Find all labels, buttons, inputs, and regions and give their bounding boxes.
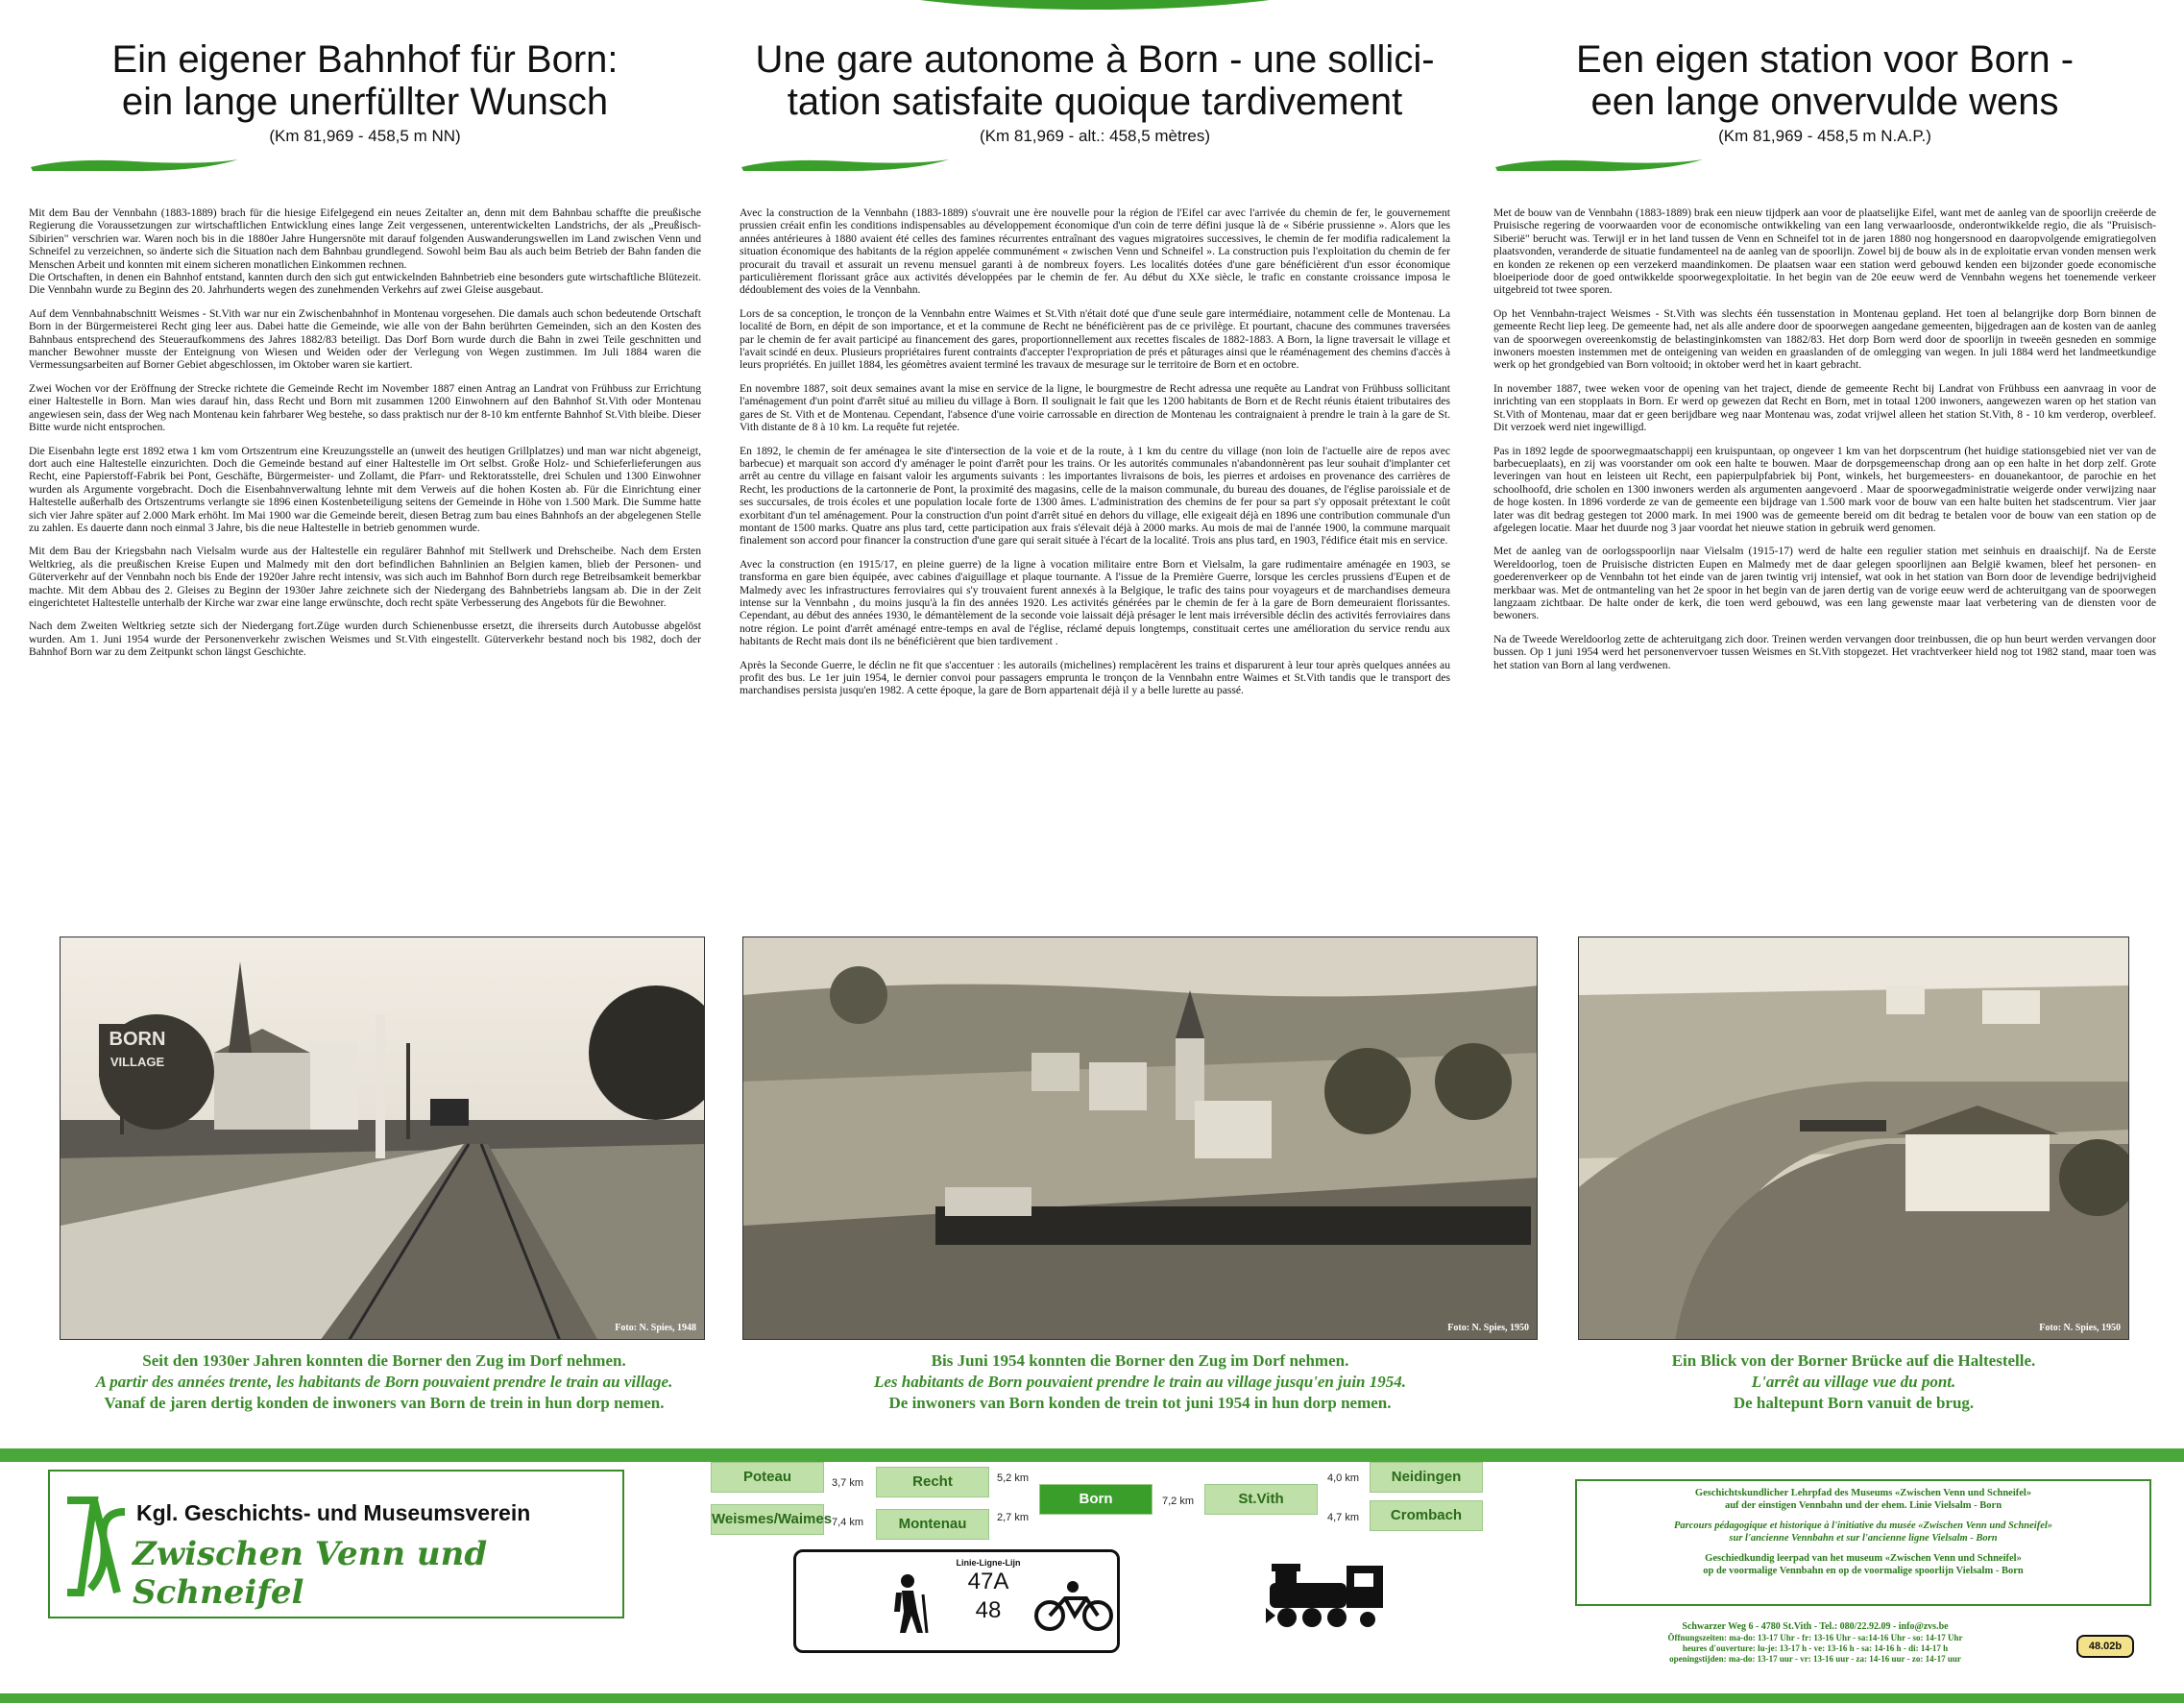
opening-hours-dutch: openingstijden: ma-do: 13-17 uur - vr: 13-16 uur - za: 14-16 uur - zo: 14-17 uur: [1669, 1654, 1961, 1664]
station-stvith: St.Vith: [1204, 1484, 1318, 1515]
brush-stroke-decoration: [1493, 156, 1705, 175]
paragraph: Auf dem Vennbahnabschnitt Weismes - St.Vith war nur ein Zwischenbahnhof in Montenau vorgesehen. Die damals auch schon bedeutende Ortschaft Born in der Bürgermeisterei Recht ging leer aus. Dabei hatte die Gemeinde, wie alle von der Bahn berührten Gemeinden, sich an den Kosten des Bahnbaus entsprechend des Steueraufkommens des Jahres 1882/83 beteiligt. Das Dorf Born wurde durch die Bahn in zwei Teile geschnitten und mancher Bewohner musste der Enteignung von Wiesen und Weiden oder der Verlegung von Wegen zustimmen. Im Juli 1884 waren die Vermessungsarbeiten auf Borner Gebiet abgeschlossen, im Oktober waren sie kartiert.: [29, 306, 701, 372]
column-french: [740, 38, 1450, 708]
association-subtitle: Zwischen Venn und Schneifel: [133, 1535, 488, 1612]
caption-dutch: Vanaf de jaren dertig konden de inwoners van Born de trein in hun dorp nemen.: [104, 1394, 665, 1412]
footer-bottom-bar: [0, 1693, 2184, 1703]
photo-born-halt-from-bridge: [1578, 937, 2129, 1340]
sign-text: BORN: [109, 1029, 166, 1050]
title-french: Une gare autonome à Born - une sollici- tation satisfaite quoique tardivement: [755, 38, 1435, 123]
station-weismes: Weismes/Waimes: [711, 1504, 824, 1535]
paragraph: En novembre 1887, soit deux semaines avant la mise en service de la ligne, le bourgmestre de Recht adressa une requête au Landrat von Frühbuss sollicitant l'aménagement d'un point d'arrêt situé au milieu du village à Born. Il soulignait le fait que les 1200 habitants de Born et de Recht réunis étaient tributaires des gares de St. Vith et de Montenau. Cependant, l'absence d'une voirie carrossable en direction de Montenau les contraignaient à prendre le train à la gare de St. Vith distante de 8 à 10 km. La requête fut rejetée.: [740, 381, 1450, 434]
zvs-monogram-logo: [61, 1493, 131, 1600]
subtitle-dutch: (Km 81,969 - 458,5 m N.A.P.): [1718, 127, 1931, 145]
brush-stroke-decoration: [740, 156, 951, 175]
caption-photo-3: [1578, 1350, 2129, 1414]
top-swoosh: [845, 0, 1345, 10]
caption-dutch: De inwoners van Born konden de trein tot juni 1954 in hun dorp nemen.: [888, 1394, 1392, 1412]
paragraph: Avec la construction (en 1915/17, en pleine guerre) de la ligne à vocation militaire entre Born et Vielsalm, la gare rudimentaire aménagée en 1903, se transforma en gare bien équipée, avec cabines d'aiguillage et plaque tournante. A l'issue de la Première Guerre, lorsque les cercles prussiens d'Eupen et de Malmedy avec les infrastructures ferroviaires qui s'y trouvaient furent annexés à la Belgique, le trafic des tains pour voyageurs et de marchandises demeura intense sur la Vennbahn , du moins jusqu'à la fin des années 1920. Les activités générées par le chemin de fer à la gare de Born demeuraient florissantes. Cependant, au début des années 1930, le démantèlement de la seconde voie laissait déjà présager le lent mais irréversible déclin des activités ferroviaires dans notre région. Le point d'arrêt aménagé entre-temps en aval de l'église, réclamé depuis longtemps, constituait certes une amélioration du service rendu aux habitants de Recht mais dont ils ne bénéficièrent que bien tardivement .: [740, 557, 1450, 648]
line-number-48: 48: [975, 1597, 1002, 1623]
sign-subtext: VILLAGE: [109, 1055, 165, 1069]
info-french-line2: sur l'ancienne Vennbahn et sur l'ancienne ligne Vielsalm - Born: [1729, 1533, 1998, 1544]
distance-montenau-born: 2,7 km: [997, 1512, 1030, 1523]
caption-german: Bis Juni 1954 konnten die Borner den Zug im Dorf nehmen.: [931, 1351, 1349, 1370]
title-dutch: Een eigen station voor Born - een lange onvervulde wens: [1575, 38, 2075, 123]
paragraph: In november 1887, twee weken voor de opening van het traject, diende de gemeente Recht bij Landrat von Frühbuss een aanvraag in voor de inrichting van een stopplaats in Born. Er werd op gewezen dat Recht en Born, met in totaal 1200 inwoners, aangewezen waren op het station van St.Vith of Montenau, maar dat er geen berijdbare weg naar Montenau was, zodat vrijwel alleen het station St.Vith, 8 - 10 km verderop, overbleef. Dit verzoek werd niet ingewilligd.: [1493, 381, 2156, 434]
body-text-french: [740, 207, 1450, 697]
paragraph: En 1892, le chemin de fer aménagea le site d'intersection de la voie et de la route, à 1 km du centre du village (non loin de l'actuelle aire de repos avec barbecue) et marquait son accord d'y aménager le point d'arrêt pour les trains. Or les autorités communales n'abandonnèrent pas leur souhait d'implanter cet arrêt au centre du village en faisant valoir les arguments suivants : les importantes livraisons de bois, les pierres et ardoises en provenance des carrières de Recht, les productions de la cartonnerie de Pont, la proximité des magasins, celle de la maison communale, du bureau des douanes, de l'église paroissiale et de ses succursales, de trois écoles et une population locale forte de 1300 âmes. L'administration des chemins de fer pour sa part s'y opposait prétextant le coût exorbitant d'un tel aménagement. Pour la construction d'un point d'arrêt situé en dehors du village, elle exigeait déjà en 1896 une contribution communale d'un montant de 1500 marks. Quatre ans plus tard, cette participation aux frais s'élevait déjà à 2000 marks. Au mois de mai de l'année 1900, la commune marquait finalement son accord pour financer la construction d'une gare qui serait située à l'écart de la localité. Trois ans plus tard, en 1903, l'édifice était mis en service.: [740, 444, 1450, 547]
station-born-current: Born: [1039, 1484, 1153, 1515]
info-panel: [1575, 1479, 2151, 1606]
caption-french: A partir des années trente, les habitants de Born pouvaient prendre le train au village.: [95, 1373, 673, 1391]
caption-german: Seit den 1930er Jahren konnten die Borner den Zug im Dorf nehmen.: [142, 1351, 626, 1370]
caption-photo-1: [38, 1350, 730, 1414]
column-german: [29, 38, 701, 669]
line-number-47a: 47A: [967, 1569, 1009, 1594]
station-poteau: Poteau: [711, 1462, 824, 1493]
info-dutch-line2: op de voormalige Vennbahn en op de voormalige spoorlijn Vielsalm - Born: [1703, 1566, 2024, 1576]
photo-credit: Foto: N. Spies, 1950: [2039, 1323, 2121, 1333]
distance-born-stvith: 7,2 km: [1162, 1496, 1195, 1507]
paragraph: Avec la construction de la Vennbahn (1883-1889) s'ouvrait une ère nouvelle pour la région de l'Eifel car avec l'arrivée du chemin de fer, le gouvernement prussien créait enfin les conditions indispensables au développement économique d'un coin de terre défini jusque là de « Sibérie prussienne ». Alors que les années antérieures à 1880 avaient été celles des famines récurrentes entraînant des vagues migratoires successives, le chemin de fer modifia radicalement la situation économique des habitants de la région appelée communément « zwischen Venn und Schneifel ». La construction puis l'exploitation du chemin de fer procurait du travail et assurait un revenu mensuel garanti à de nombreux foyers. Les localités dotées d'une gare bénéficièrent d'un essor économique particulièrement florissant grâce aux activités développées par le chemin de fer. Au début du XXe siècle, le trafic en constante croissance imposa le dédoublement des voies de la Vennbahn.: [740, 207, 1450, 297]
station-neidingen: Neidingen: [1370, 1462, 1483, 1493]
locomotive-icon: [1266, 1556, 1391, 1633]
photo-illustration: [1579, 937, 2129, 1340]
photo-born-station-1948: [60, 937, 705, 1340]
brush-stroke-decoration: [29, 156, 240, 175]
photo-illustration: [743, 937, 1538, 1340]
paragraph: Mit dem Bau der Kriegsbahn nach Vielsalm wurde aus der Haltestelle ein regulärer Bahnhof mit Stellwerk und Drehscheibe. Nach dem Ersten Weltkrieg, als die preußischen Kreise Eupen und Malmedy mit den dort befindlichen Bahnlinien an Belgien kamen, blieb der Personen- und Güterverkehr auf der Vennbahn noch bis Ende der 1920er Jahre recht intensiv, was sich auch im Bahnhof Born durch rege Betreibsamkeit bemerkbar machte. Mit dem Abbau des 2. Gleises zu Beginn der 1930er Jahre zeichnete sich der Niedergang des Bahnbetriebs langsam ab. Die in der Zeit eingerichtetet Haltestelle unterhalb der Kirche war zwar eine lange erwünschte, doch recht späte Verbesserung des Angebots für die Bewohner.: [29, 545, 701, 609]
title-german: Ein eigener Bahnhof für Born: ein lange unerfüllter Wunsch: [111, 38, 619, 123]
photo-credit: Foto: N. Spies, 1950: [1447, 1323, 1529, 1333]
paragraph: Pas in 1892 legde de spoorwegmaatschappij een kruispuntaan, op ongeveer 1 km van het dorpscentrum (het huidige stationsgebied niet ver van de barbecueplaats), en zij was voorstander om ook een halte te bouwen. Maar de dorpsgemeenschap drong aan op een halte in het dorp zelf. Grote leveringen van hout en leisteen uit Recht, een papierpulpfabriek bij Pont, winkels, het burgemeesters- en douanekantoor, de parochie en het schoolhoofd, drie scholen en 1300 inwoners werden als argumenten aangevoerd . Maar de spoorwegadministratie weigerde onder verwijzing naar de hoge kosten. In 1896 vorderde ze van de gemeente een bijdrage van 1.500 mark voor de bouw van een halte buiten het stadscentrum. Vier jaar later was dit bedrag gestegen tot 2000 mark. In mei 1900 was de gemeente bereid om dit bedrag te betalen voor de bouw van een station op de afgelegen locatie. Maar het duurde nog 3 jaar voordat het nieuwe station in gebruik werd genomen.: [1493, 444, 2156, 534]
paragraph: Met de bouw van de Vennbahn (1883-1889) brak een nieuw tijdperk aan voor de plaatselijke Eifel, want met de aanleg van de spoorlijn creëerde de Pruisische regering de voorwaarden voor de economische ontwikkeling van een lang verwaarloosde, onderontwikkelde regio, die als "Pruisisch- Siberië" berucht was. Terwijl er in het land tussen de Venn en Schneifel tot in de jaren 1880 nog hongersnood en daaropvolgende emigratiegolven plaatsvonden, veranderde de situatie fundamenteel na de aanleg van de spoorlijn. Zowel bij de bouw als in de exploitatie ervan vonden mensen werk en konden ze rekenen op een verzekerd maandinkomen. De plaatsen waar een station werd gebouwd kenden een bijzonder goede economische bloeiperiode door de goed ontwikkelde spoorwegexploitatie. In het begin van de 20e eeuw werd de Vennbahn wegens het toenemende verkeer uitgebreid tot twee sporen.: [1493, 207, 2156, 297]
caption-french: Les habitants de Born pouvaient prendre le train au village jusqu'en juin 1954.: [874, 1373, 1406, 1391]
opening-hours-french: heures d'ouverture: lu-je: 13-17 h - ve: 13-16 h - sa: 14-16 h - di: 14-17 h: [1682, 1643, 1949, 1653]
paragraph: Mit dem Bau der Vennbahn (1883-1889) brach für die hiesige Eifelgegend ein neues Zeitalter an, denn mit dem Bahnbau schaffte die preußische Regierung die Voraussetzungen zur wirtschaftlichen Entwicklung eines lange Zeit vergessenen, unterentwickelten Landstrichs, der als „Preußisch-Sibirien" verschrien war. Waren noch bis in die 1880er Jahre Hungersnöte mit darauf folgenden Auswanderungswellen im Land zwischen Venn und Schneifel zu verzeichnen, so änderte sich die Situation nach dem Bahnbau grundlegend. Sowohl beim Bau als auch beim Betrieb der Bahn fanden die Menschen Arbeit und konnten mit einem sicheren monatlichen Einkommen rechnen. Die Ortschaften, in denen ein Bahnhof entstand, kannten durch den sich gut entwickelnden Bahnbetrieb eine besonders gute wirtschaftliche Blütezeit. Die Vennbahn wurde zu Beginn des 20. Jahrhunderts wegen des zunehmenden Verkehrs auf zwei Gleise ausgebaut.: [29, 207, 701, 297]
station-recht: Recht: [876, 1467, 989, 1497]
paragraph: Met de aanleg van de oorlogsspoorlijn naar Vielsalm (1915-17) werd de halte een regulier station met seinhuis en draaischijf. Na de Eerste Wereldoorlog, toen de Pruisische districten Eupen en Malmedy met de daar gelegen spoorlijnen aan België kwamen, bleef het personen- en goederenverkeer op de Vennbahn tot het einde van de jaren twintig vrij intensief, wat ook in het station van Born door de levendige bedrijvigheid merkbaar was. Met de ontmanteling van het 2e spoor in het begin van de jaren dertig van de vorige eeuw werd de achteruitgang van de spoorwegen langzaam zichtbaar. De halte onder de kerk, die toen werd gebouwd, was een lang gewenste maar laat verbetering van de diensten voor de bewoners.: [1493, 545, 2156, 622]
body-text-german: [29, 207, 701, 659]
opening-hours-german: Öffnungszeiten: ma-do: 13-17 Uhr - fr: 13-16 Uhr - sa:14-16 Uhr - so: 14-17 Uhr: [1667, 1633, 1963, 1642]
photo-born-village-1950: [742, 937, 1538, 1340]
contact-address: Schwarzer Weg 6 - 4780 St.Vith - Tel.: 080/22.92.09 - info@zvs.be: [1682, 1621, 1949, 1632]
info-german-line1: Geschichtskundlicher Lehrpfad des Museums «Zwischen Venn und Schneifel»: [1694, 1488, 2032, 1498]
info-french-line1: Parcours pédagogique et historique à l'initiative du musée «Zwischen Venn und Schneifel»: [1673, 1521, 2053, 1531]
paragraph: Op het Vennbahn-traject Weismes - St.Vith was slechts één tussenstation in Montenau gepland. Het toen al belangrijke dorp Born binnen de gemeente Recht liep leeg. De gemeente had, net als alle andere door de spoorwegen aangedane gemeenten, bijgedragen aan de kosten van de aanleg van de spoorwegen overeenkomstig de belastinginkomsten van 1882/83. Het dorp Born werd door de spoorlijn in tweeën gesneden en sommige inwoners moesten instemmen met de onteigening van weiden en graaslanden of de omlegging van wegen. In juli 1884 werd het landmeetkundige werk op het grondgebied van Born voltooid; in oktober werd het in kaart gebracht.: [1493, 306, 2156, 372]
bicycle-icon: [1034, 1579, 1115, 1633]
paragraph: Na de Tweede Wereldoorlog zette de achteruitgang zich door. Treinen werden vervangen door treinbussen, die op hun beurt werden vervangen door bussen. Op 1 juni 1954 werd het personenvervoer tussen Weismes en St.Vith stopgezet. Het vrachtverkeer hield nog tot 1982 stand, maar toen was het station van Born al lang verdwenen.: [1493, 632, 2156, 671]
paragraph: Die Eisenbahn legte erst 1892 etwa 1 km vom Ortszentrum eine Kreuzungsstelle an (unweit des heutigen Grillplatzes) und man war nicht abgeneigt, dort auch eine Haltestelle einzurichten. Doch die Gemeinde bestand auf einer Haltestelle im Ort selbst. Große Holz- und Schieferlieferungen aus Recht, eine Papierstoff-Fabrik bei Pont, Geschäfte, Bürgermeister- und Zollamt, die Pfarr- und Rektoratsstelle, drei Schulen und 1300 Einwohner wurden als Argumente vorgebracht. Doch die Eisenbahnverwaltung lehnte mit dem Verweis auf die hohen Kosten ab. Für die Einrichtung einer Haltestelle außerhalb des Ortszentrums verlangte sie 1896 einen Kostenbeteiligung seitens der Gemeinde in Höhe von 1.500 Mark. Die Summe hatte sich vier Jahre später auf 2.000 Mark erhöht. Im Mai 1900 war die Gemeinde bereit, diesen Betrag zum bau eines Bahnhofs an der abgelegenen Stelle zu zahlen. Es dauerte dann noch einmal 3 Jahre, bis die neue Haltestelle in betrieb genommen wurde.: [29, 444, 701, 534]
subtitle-french: (Km 81,969 - alt.: 458,5 mètres): [980, 127, 1210, 145]
contact-info: [1575, 1621, 2055, 1665]
column-dutch: [1493, 38, 2156, 682]
logo-panel: [48, 1470, 624, 1618]
paragraph: Zwei Wochen vor der Eröffnung der Strecke richtete die Gemeinde Recht im November 1887 einen Antrag an Landrat von Frühbuss zur Errichtung einer Haltestelle in Born. Man wies darauf hin, dass Recht und Born mit zusammen 1200 Einwohnern auf den Bahnhof St.Vith oder Montenau angewiesen sein, dass der Weg nach Montenau kein fahrbarer Weg bestehe, so dass praktisch nur der 8-10 km entfernte Bahnhof St.Vith bleibe. Dieser Bitte wurde nicht entsprochen.: [29, 381, 701, 434]
paragraph: Après la Seconde Guerre, le déclin ne fit que s'accentuer : les autorails (michelines) remplacèrent les trains et disparurent à leur tour après quelques années au profit des bus. Le 1er juin 1954, le dernier convoi pour passagers emprunta le tronçon de la Vennbahn entre Waimes et St.Vith tandis que le transport des marchandises persista jusqu'en 1982. A cette époque, la gare de Born appartenait déjà il y a belle lurette au passé.: [740, 658, 1450, 697]
distance-stvith-neidingen: 4,0 km: [1327, 1472, 1360, 1484]
subtitle-german: (Km 81,969 - 458,5 m NN): [269, 127, 461, 145]
line-box: [793, 1549, 1120, 1653]
footer-top-bar: [0, 1448, 2184, 1462]
distance-poteau-recht: 3,7 km: [832, 1477, 864, 1489]
paragraph: Lors de sa conception, le tronçon de la Vennbahn entre Waimes et St.Vith n'était doté que d'une seule gare intermédiaire, notamment celle de Montenau. La localité de Born, en dépit de son importance, et et la commune de Recht ne bénéficièrent pas de ce privilège. Et pourtant, chacune des communes traversées par le chemin de fer avait participé au financement des gares, proportionnellement aux recettes fiscales de 1882-1883. A Born, la ligne traversait le village et l'avait scindé en deux. Plusieurs propriétaires furent contraints d'accepter l'expropriation de prés et pâturages ainsi que le réaménagement des chemins d'accès à leurs propriétés. En juillet 1884, les géomètres avaient terminé les travaux de mesurage sur le territoire de Born et en octobre.: [740, 306, 1450, 372]
association-name: Kgl. Geschichts- und Museumsverein: [136, 1500, 531, 1525]
paragraph: Nach dem Zweiten Weltkrieg setzte sich der Niedergang fort.Züge wurden durch Schienenbusse ersetzt, die ihrerseits durch Autobusse abgelöst wurden. Am 1. Juni 1954 wurde der Personenverkehr zwischen Weismes und St.Vith eingestellt. Güterverkehr bestand noch bis 1982, doch der Bahnhof Born war zu dem Zeitpunkt schon längst Geschichte.: [29, 620, 701, 659]
info-dutch-line1: Geschiedkundig leerpad van het museum «Zwischen Venn und Schneifel»: [1705, 1553, 2022, 1564]
caption-photo-2: [742, 1350, 1538, 1414]
caption-french: L'arrêt au village vue du pont.: [1751, 1373, 1956, 1391]
body-text-dutch: [1493, 207, 2156, 671]
caption-dutch: De haltepunt Born vanuit de brug.: [1733, 1394, 1975, 1412]
distance-recht-born: 5,2 km: [997, 1472, 1030, 1484]
info-german-line2: auf der einstigen Vennbahn und der ehem. Linie Vielsalm - Born: [1724, 1500, 2002, 1511]
distance-weismes-montenau: 7,4 km: [832, 1517, 864, 1528]
station-montenau: Montenau: [876, 1509, 989, 1540]
distance-stvith-crombach: 4,7 km: [1327, 1512, 1360, 1523]
line-label: Linie-Ligne-Lijn: [956, 1558, 1021, 1568]
hiker-icon: [881, 1573, 938, 1635]
panel-number-badge: 48.02b: [2076, 1635, 2134, 1658]
caption-german: Ein Blick von der Borner Brücke auf die Haltestelle.: [1671, 1351, 2036, 1370]
photo-credit: Foto: N. Spies, 1948: [615, 1323, 696, 1333]
station-crombach: Crombach: [1370, 1500, 1483, 1531]
photo-illustration: [61, 937, 705, 1340]
